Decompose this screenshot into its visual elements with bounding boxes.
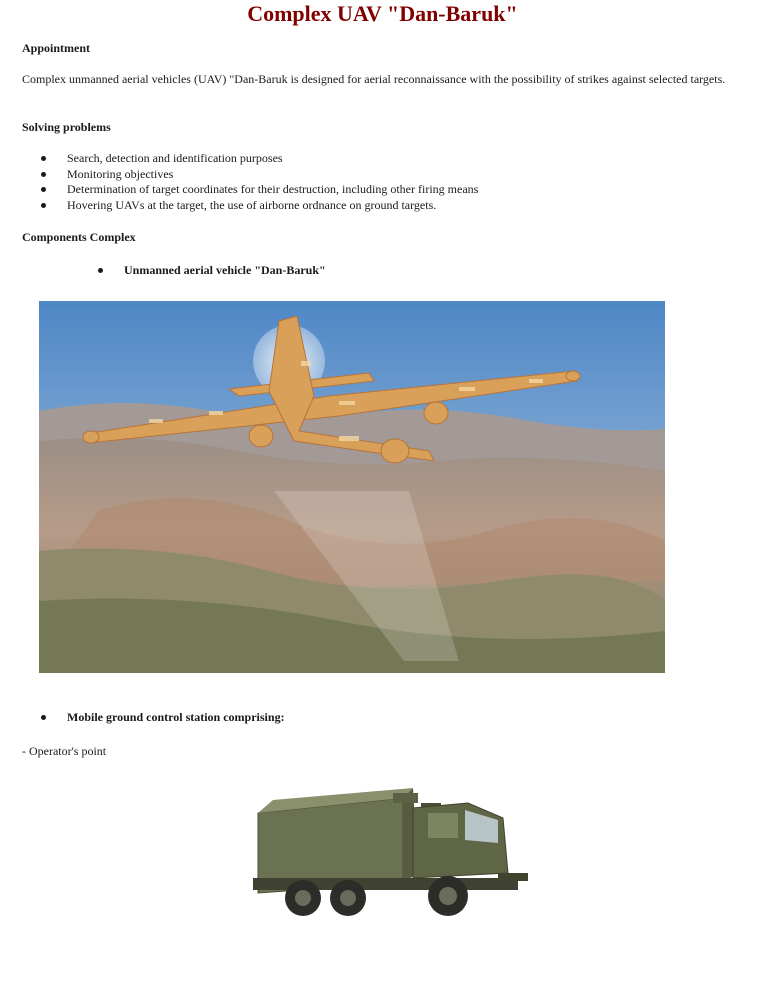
solving-list — [0, 151, 478, 213]
list-item-text: Search, detection and identification purposes — [67, 151, 283, 165]
list-item-text: Monitoring objectives — [67, 166, 174, 181]
components-heading: Components Complex — [22, 230, 136, 244]
appointment-heading: Appointment — [22, 41, 91, 55]
bullet-icon — [41, 203, 46, 208]
station-item: Mobile ground control station comprising: — [67, 710, 285, 724]
bullet-icon — [41, 187, 46, 192]
list-item-text: Determination of target coordinates for their destruction, including other firing means — [67, 182, 479, 196]
list-item — [0, 182, 478, 198]
list-item — [0, 167, 478, 183]
bullet-icon — [41, 715, 46, 720]
bullet-icon — [41, 172, 46, 177]
operator-point: - Operator's point — [22, 744, 107, 758]
truck-photo — [253, 778, 536, 921]
uav-photo — [39, 301, 665, 673]
bullet-icon — [41, 156, 46, 161]
uav-item: Unmanned aerial vehicle "Dan-Baruk" — [124, 263, 326, 277]
solving-heading: Solving problems — [22, 120, 111, 134]
list-item — [0, 151, 478, 167]
appointment-text: Complex unmanned aerial vehicles (UAV) "Dan-Baruk is designed for aerial reconnaissance with the possibility of strikes against selected targets. — [22, 72, 726, 86]
list-item-text: Hovering UAVs at the target, the use of airborne ordnance on ground targets. — [67, 197, 437, 212]
page-title: Complex UAV "Dan-Baruk" — [247, 1, 518, 26]
list-item — [0, 198, 478, 214]
bullet-icon — [98, 268, 103, 273]
